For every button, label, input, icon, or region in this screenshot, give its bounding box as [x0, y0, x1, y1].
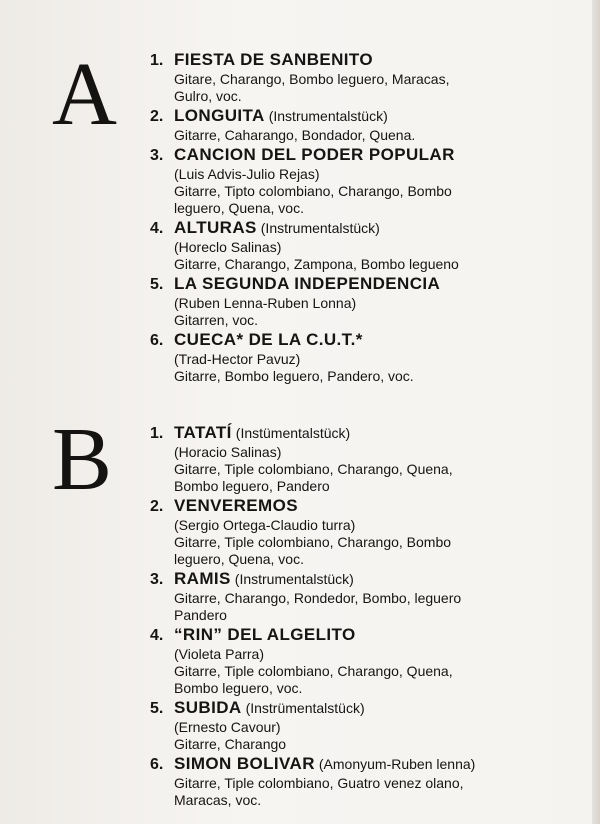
track-details: (Sergio Ortega-Claudio turra) Gitarre, Tiple colombiano, Charango, Bombo leguero, Quena, voc.	[174, 517, 452, 567]
track-heading	[150, 625, 590, 646]
track-details: (Violeta Parra) Gitarre, Tiple colombiano, Charango, Quena, Bombo leguero, voc.	[174, 646, 453, 696]
track-title: LONGUITA	[174, 106, 265, 125]
track-note: (Instrümentalstück)	[245, 700, 365, 716]
track-heading	[150, 218, 590, 239]
track-title: TATATÍ	[174, 423, 232, 442]
track-title: RAMIS	[174, 569, 231, 588]
track-item	[150, 145, 590, 217]
track-heading	[150, 106, 590, 127]
side-b-tracklist	[150, 423, 590, 809]
track-item	[150, 106, 590, 144]
track-note: (Instümentalstück)	[235, 425, 351, 441]
card-edge-shadow	[592, 0, 600, 824]
track-details: (Ernesto Cavour) Gitarre, Charango	[174, 719, 287, 752]
track-note: (Instrumentalstück)	[260, 220, 380, 236]
track-number: 3.	[150, 571, 164, 588]
track-details: (Ruben Lenna-Ruben Lonna) Gitarren, voc.	[174, 295, 357, 328]
track-title: CUECA* DE LA C.U.T.*	[174, 330, 363, 349]
track-number: 3.	[150, 147, 164, 164]
track-number: 4.	[150, 627, 164, 644]
track-item	[150, 625, 590, 697]
track-item	[150, 274, 590, 329]
track-details: Gitarre, Tiple colombiano, Guatro venez olano, Maracas, voc.	[174, 775, 464, 808]
track-heading	[150, 698, 590, 719]
track-details: (Horacio Salinas) Gitarre, Tiple colombiano, Charango, Quena, Bombo leguero, Pandero	[174, 444, 453, 494]
track-number: 4.	[150, 220, 164, 237]
track-details: (Luis Advis-Julio Rejas) Gitarre, Tipto colombiano, Charango, Bombo leguero, Quena, voc.	[174, 166, 452, 216]
track-heading	[150, 754, 590, 775]
track-heading	[150, 423, 590, 444]
track-details: (Horeclo Salinas) Gitarre, Charango, Zampona, Bombo legueno	[174, 239, 459, 272]
track-item	[150, 330, 590, 385]
track-heading	[150, 274, 590, 295]
track-heading	[150, 569, 590, 590]
track-number: 5.	[150, 276, 164, 293]
track-details: Gitarre, Charango, Rondedor, Bombo, leguero Pandero	[174, 590, 462, 623]
track-item	[150, 50, 590, 105]
track-item	[150, 496, 590, 568]
side-a-tracklist	[150, 50, 590, 385]
track-title: SIMON BOLIVAR	[174, 754, 315, 773]
track-title: CANCION DEL PODER POPULAR	[174, 145, 455, 164]
track-heading	[150, 145, 590, 166]
track-item	[150, 423, 590, 495]
track-heading	[150, 330, 590, 351]
track-number: 1.	[150, 52, 164, 69]
track-title: SUBIDA	[174, 698, 242, 717]
track-number: 6.	[150, 756, 164, 773]
track-item	[150, 569, 590, 624]
track-number: 2.	[150, 108, 164, 125]
track-title: VENVEREMOS	[174, 496, 298, 515]
side-a-letter: A	[52, 45, 117, 144]
track-title: “RIN” DEL ALGELITO	[174, 625, 356, 644]
track-note: (Amonyum-Ruben lenna)	[318, 756, 476, 772]
track-item	[150, 754, 590, 809]
track-details: Gitare, Charango, Bombo leguero, Maracas, Gulro, voc.	[174, 71, 450, 104]
track-heading	[150, 496, 590, 517]
track-item	[150, 698, 590, 753]
track-details: Gitarre, Caharango, Bondador, Quena.	[174, 127, 416, 143]
track-note: (Instrumentalstück)	[268, 108, 388, 124]
track-heading	[150, 50, 590, 71]
track-note: (Instrumentalstück)	[234, 571, 354, 587]
track-number: 6.	[150, 332, 164, 349]
track-number: 1.	[150, 425, 164, 442]
track-item	[150, 218, 590, 273]
track-title: LA SEGUNDA INDEPENDENCIA	[174, 274, 441, 293]
track-title: FIESTA DE SANBENITO	[174, 50, 374, 69]
side-b-letter: B	[52, 410, 113, 509]
track-number: 5.	[150, 700, 164, 717]
track-number: 2.	[150, 498, 164, 515]
track-details: (Trad-Hector Pavuz) Gitarre, Bombo leguero, Pandero, voc.	[174, 351, 414, 384]
track-title: ALTURAS	[174, 218, 257, 237]
